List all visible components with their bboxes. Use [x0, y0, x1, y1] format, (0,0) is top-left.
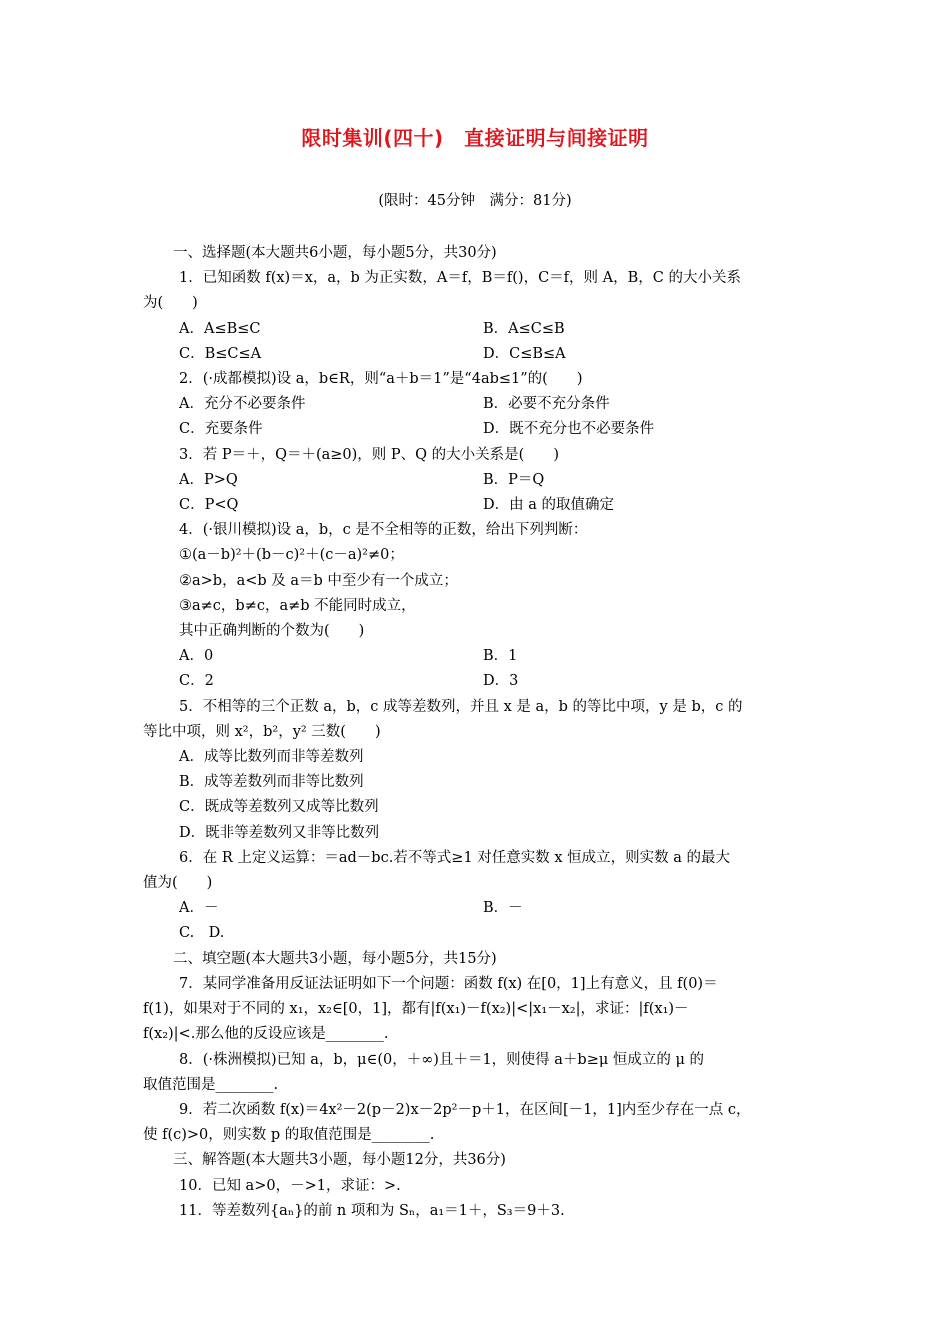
question-text: 6．在 R 上定义运算：＝ad－bc.若不等式≥1 对任意实数 x 恒成立，则实数 a 的最大 [179, 849, 731, 866]
question-text: 3．若 P＝＋，Q＝＋(a≥0)，则 P、Q 的大小关系是( ) [179, 446, 559, 463]
option-row [143, 493, 809, 518]
question-text: 使 f(c)>0，则实数 p 的取值范围是________. [143, 1127, 435, 1144]
option-a: A．充分不必要条件 [179, 396, 306, 413]
option-a: A．P>Q [179, 471, 238, 488]
option-d: D．由 a 的取值确定 [483, 497, 614, 514]
question-text: f(1)，如果对于不同的 x₁，x₂∈[0，1]，都有|f(x₁)－f(x₂)|<|x₁－x₂|，求证：|f(x₁)－ [143, 1001, 689, 1018]
statement-2: ②a>b，a<b 及 a＝b 中至少有一个成立； [179, 572, 458, 589]
question-text: 5．不相等的三个正数 a，b，c 成等差数列，并且 x 是 a，b 的等比中项，y 是 b，c 的 [179, 698, 743, 715]
question-3 [143, 443, 809, 519]
option-row [143, 417, 809, 442]
option-b: B．1 [483, 648, 518, 665]
option-c: C．B≤C≤A [179, 345, 262, 362]
question-8 [143, 1048, 809, 1098]
option-row [143, 669, 809, 694]
option-row [143, 468, 809, 493]
document-title: 限时集训(四十) 直接证明与间接证明 [301, 126, 649, 150]
option-d: D．C≤B≤A [483, 345, 566, 362]
section-choice-heading: 一、选择题(本大题共6小题，每小题5分，共30分) [173, 245, 497, 261]
option-b: B．－ [483, 900, 523, 917]
question-5 [143, 695, 809, 846]
question-11: 11．等差数列{aₙ}的前 n 项和为 Sₙ，a₁＝1＋，S₃＝9＋3. [179, 1202, 565, 1219]
question-6 [143, 846, 809, 947]
option-c: C．充要条件 [179, 421, 263, 438]
question-text: 7．某同学准备用反证法证明如下一个问题：函数 f(x) 在[0，1]上有意义，且 f(0)＝ [179, 975, 718, 992]
option-a: A．A≤B≤C [179, 320, 261, 337]
option-c: C．2 [179, 673, 214, 690]
question-text: 2．(·成都模拟)设 a，b∈R，则“a＋b＝1”是“4ab≤1”的( ) [179, 371, 583, 388]
question-text: 其中正确判断的个数为( ) [179, 623, 365, 640]
option-a: A．－ [179, 900, 219, 917]
option-a: A．0 [179, 648, 214, 665]
statement-1: ①(a－b)²＋(b－c)²＋(c－a)²≠0； [179, 547, 404, 564]
question-7 [143, 972, 809, 1048]
question-text: 值为( ) [143, 875, 213, 892]
option-row [143, 644, 809, 669]
option-d: D．既不充分也不必要条件 [483, 421, 655, 438]
question-text: 1．已知函数 f(x)＝x，a，b 为正实数，A＝f，B＝f()，C＝f，则 A，B，C 的大小关系 [179, 270, 741, 287]
statement-3: ③a≠c，b≠c，a≠b 不能同时成立， [179, 597, 416, 614]
option-c-d: C. D. [179, 925, 225, 942]
question-text: 4．(·银川模拟)设 a，b，c 是不全相等的正数，给出下列判断： [179, 522, 588, 539]
question-10: 10．已知 a>0，－>1，求证：>. [179, 1177, 401, 1194]
section-answer-heading: 三、解答题(本大题共3小题，每小题12分，共36分) [173, 1152, 506, 1169]
option-d: D．3 [483, 673, 519, 690]
question-text: 取值范围是________. [143, 1076, 279, 1093]
option-d: D．既非等差数列又非等比数列 [179, 824, 380, 841]
option-a: A．成等比数列而非等差数列 [179, 749, 364, 766]
option-c: C．既成等差数列又成等比数列 [179, 799, 379, 816]
option-b: B．P＝Q [483, 471, 545, 488]
option-b: B．必要不充分条件 [483, 396, 610, 413]
question-text: f(x₂)|<.那么他的反设应该是________. [143, 1026, 389, 1043]
section-fill-heading: 二、填空题(本大题共3小题，每小题5分，共15分) [173, 950, 497, 967]
question-text: 9．若二次函数 f(x)＝4x²－2(p－2)x－2p²－p＋1，在区间[－1，1]内至少存在一点 c， [179, 1101, 751, 1118]
question-1 [143, 266, 809, 367]
question-4 [143, 518, 809, 694]
option-b: B．A≤C≤B [483, 320, 565, 337]
option-row [143, 317, 809, 342]
question-text: 等比中项，则 x²，b²，y² 三数( ) [143, 723, 381, 740]
option-row [143, 392, 809, 417]
question-9 [143, 1098, 809, 1148]
option-row [143, 342, 809, 367]
question-text: 为( ) [143, 295, 198, 312]
question-text: 8．(·株洲模拟)已知 a，b，μ∈(0，＋∞)且＋＝1，则使得 a＋b≥μ 恒成立的 μ 的 [179, 1051, 705, 1068]
question-body [143, 241, 809, 1224]
option-c: C．P<Q [179, 497, 239, 514]
time-score-info: (限时：45分钟 满分：81分) [378, 193, 572, 209]
option-b: B．成等差数列而非等比数列 [179, 774, 364, 791]
option-row [143, 896, 809, 921]
question-2 [143, 367, 809, 443]
